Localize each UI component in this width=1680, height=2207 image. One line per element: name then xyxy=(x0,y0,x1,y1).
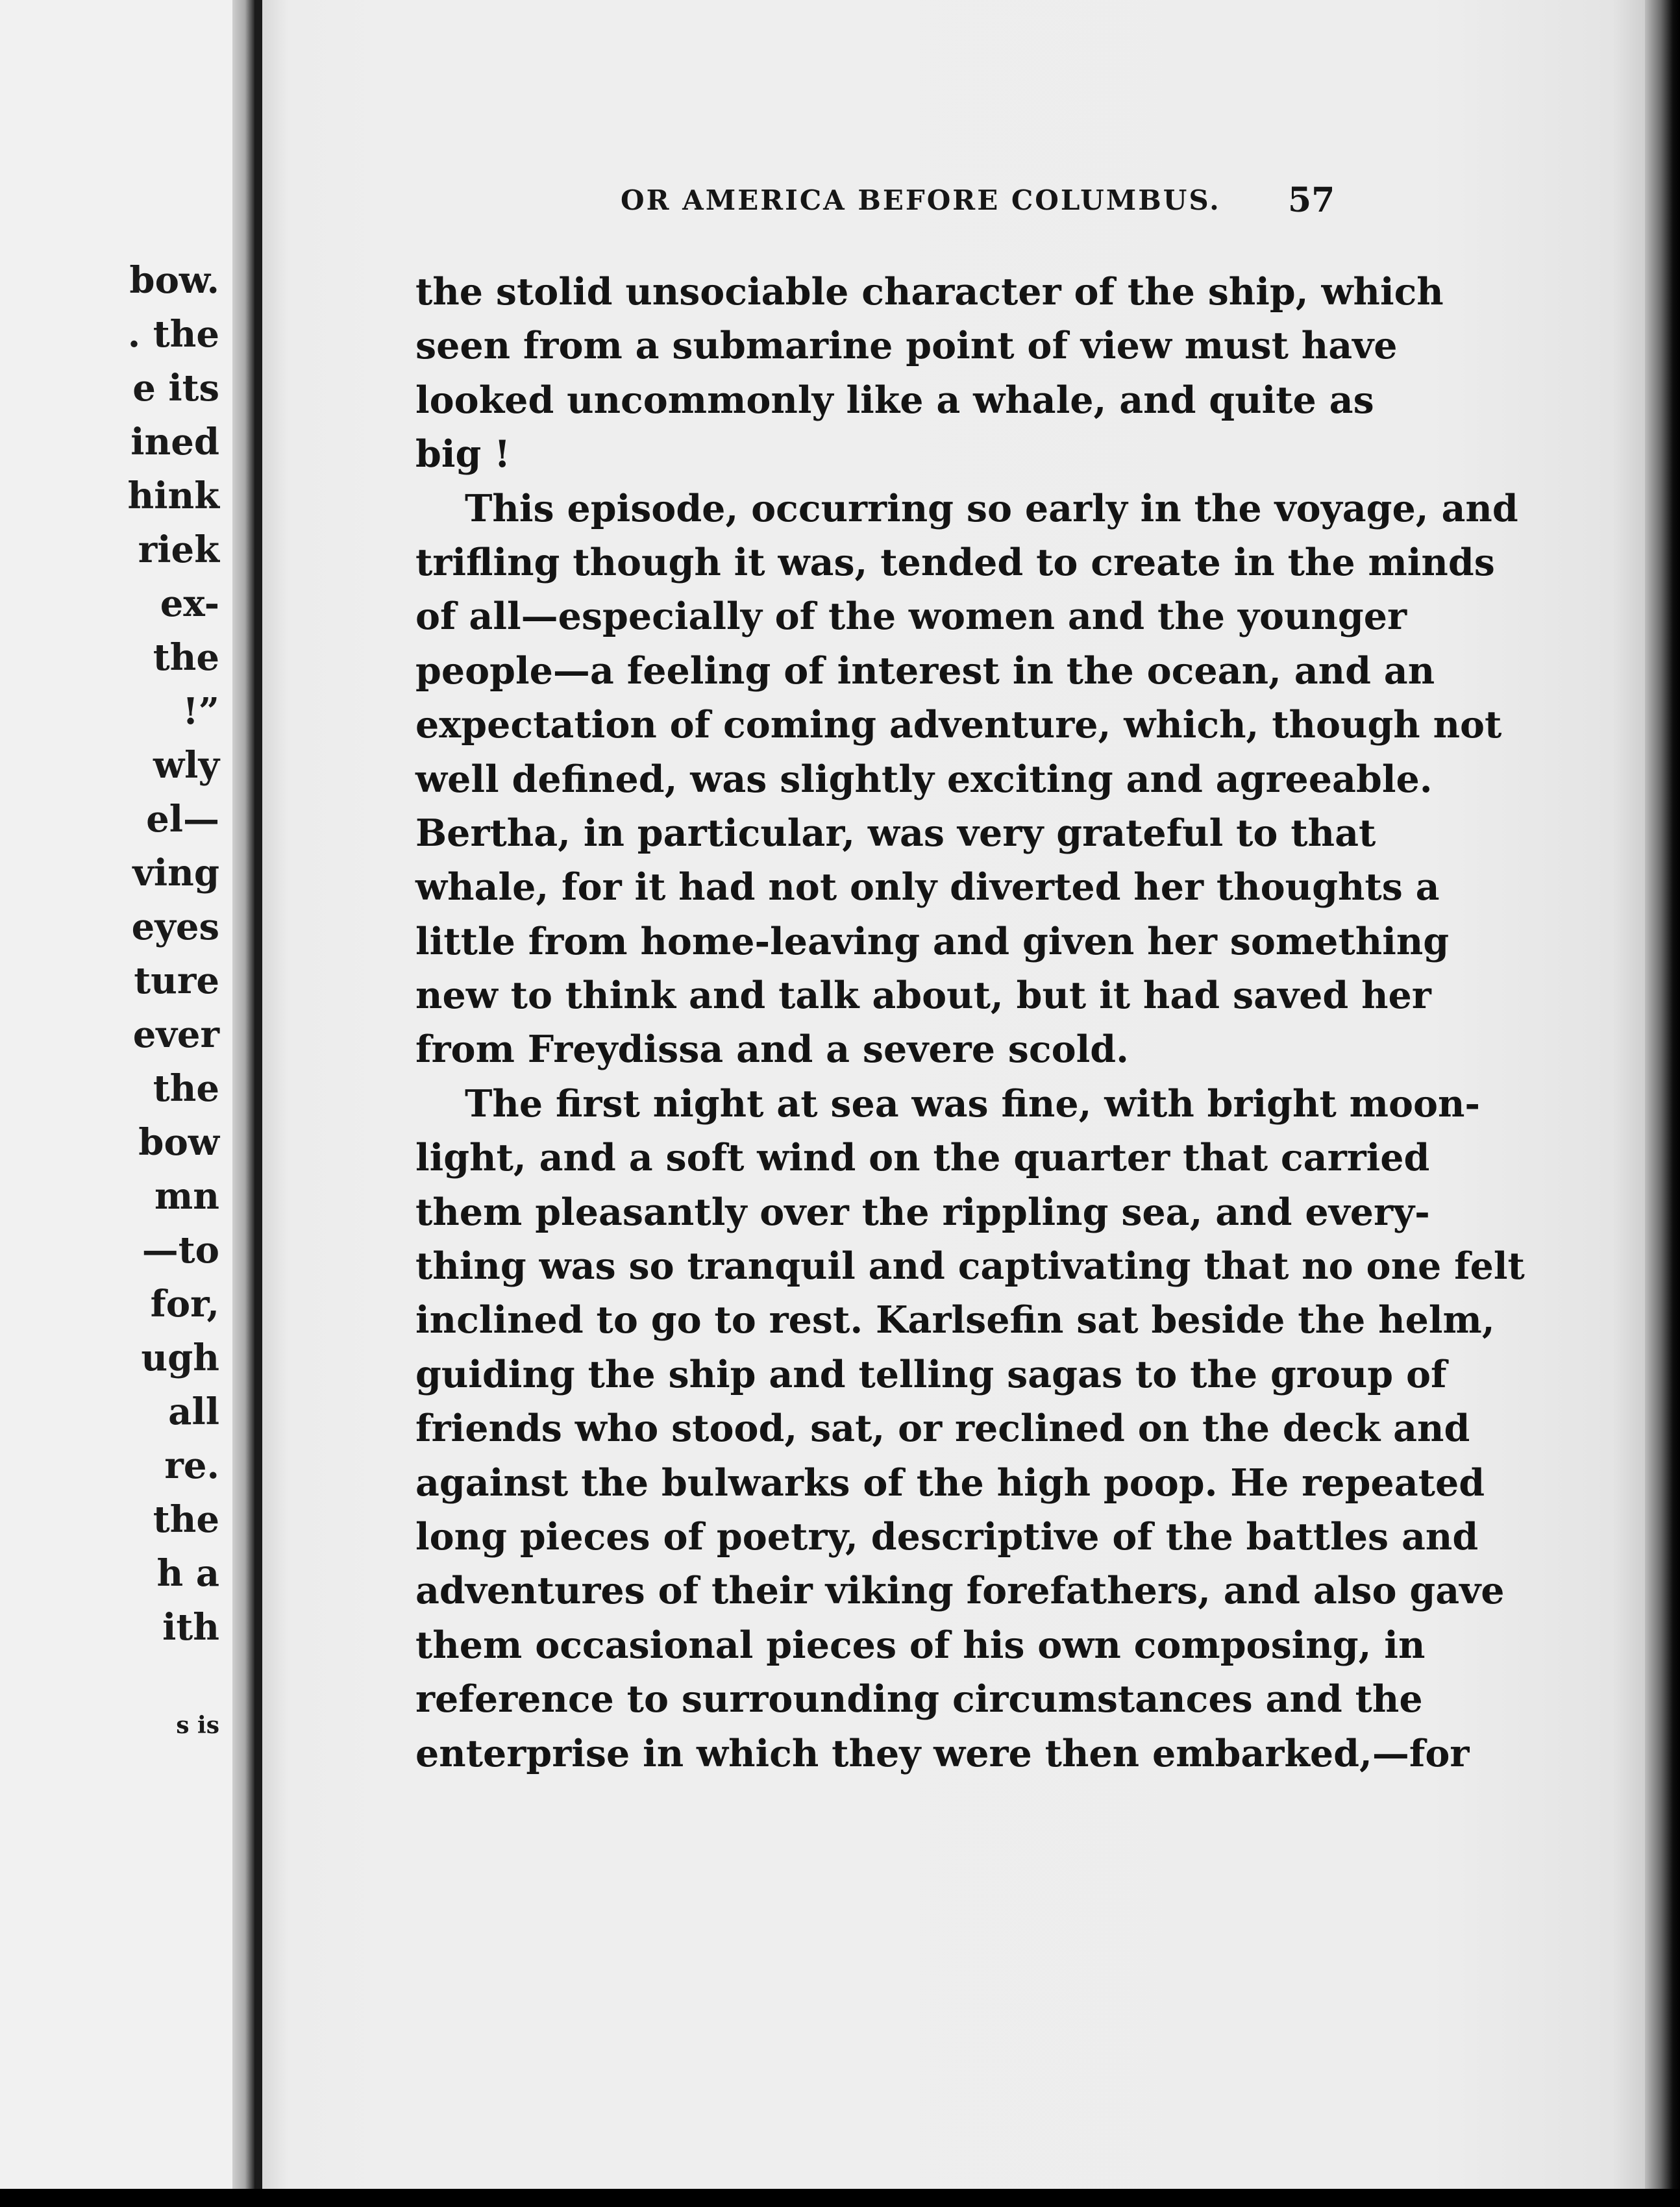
left-page-fragment: for, xyxy=(150,1283,219,1325)
left-page-fragment: the xyxy=(153,1067,219,1110)
scan-border xyxy=(0,2189,1680,2207)
text-line: against the bulwarks of the high poop. He repeated xyxy=(415,1461,1485,1505)
left-page-fragment: el— xyxy=(146,798,219,841)
left-page-fragment: ex- xyxy=(160,582,219,625)
left-page-fragment: . the xyxy=(127,313,219,356)
text-line: reference to surrounding circumstances and the xyxy=(415,1677,1423,1721)
text-line: seen from a submarine point of view must have xyxy=(415,324,1398,368)
left-page-fragment: re. xyxy=(164,1444,219,1487)
text-line: the stolid unsociable character of the ship, which xyxy=(415,270,1444,314)
left-page-footnote-fragment: s is xyxy=(176,1712,219,1739)
text-line: trifling though it was, tended to create in the minds xyxy=(415,540,1495,584)
left-page-fragment: all xyxy=(168,1390,219,1433)
text-line: This episode, occurring so early in the voyage, and xyxy=(465,486,1518,530)
left-page-fragment: wly xyxy=(153,744,219,787)
left-page-fragment: the xyxy=(153,1498,219,1541)
text-line: of all—especially of the women and the younger xyxy=(415,595,1407,639)
text-line: The first night at sea was fine, with bright moon- xyxy=(465,1081,1481,1126)
left-page-fragment: ture xyxy=(134,959,219,1002)
left-page-fragment: bow. xyxy=(129,259,219,302)
page-number: 57 xyxy=(1288,180,1335,220)
left-page-fragment: bow xyxy=(138,1121,219,1164)
left-page-fragment: eyes xyxy=(131,906,219,948)
left-page-fragment: e its xyxy=(132,367,219,410)
left-page-fragment: !” xyxy=(182,690,219,733)
text-line: them occasional pieces of his own composing, in xyxy=(415,1623,1426,1667)
text-line: friends who stood, sat, or reclined on the deck and xyxy=(415,1407,1470,1451)
text-line: inclined to go to rest. Karlsefin sat beside the helm, xyxy=(415,1298,1495,1342)
left-page-fragment: ever xyxy=(132,1013,219,1056)
text-line: enterprise in which they were then embarked,—for xyxy=(415,1731,1470,1775)
text-line: little from home-leaving and given her something xyxy=(415,919,1450,963)
left-page-fragment: hink xyxy=(127,475,219,517)
page-edge-shadow xyxy=(1645,0,1680,2207)
gutter-shadow xyxy=(254,0,262,2189)
text-line: thing was so tranquil and captivating that no one felt xyxy=(415,1244,1525,1288)
text-line: people—a feeling of interest in the ocean, and an xyxy=(415,648,1435,693)
left-page-fragment: riek xyxy=(138,528,219,571)
text-line: looked uncommonly like a whale, and quite as xyxy=(415,378,1374,422)
text-line: them pleasantly over the rippling sea, and every- xyxy=(415,1190,1430,1234)
text-line: light, and a soft wind on the quarter that carried xyxy=(415,1136,1430,1180)
left-page-fragment: mn xyxy=(154,1175,219,1218)
left-page-fragment: ith xyxy=(162,1606,219,1649)
text-line: guiding the ship and telling sagas to the group of xyxy=(415,1352,1447,1396)
left-page-fragment: ving xyxy=(132,852,219,894)
text-line: from Freydissa and a severe scold. xyxy=(415,1028,1129,1072)
running-head: OR AMERICA BEFORE COLUMBUS. xyxy=(621,184,1221,216)
text-line: new to think and talk about, but it had saved her xyxy=(415,974,1431,1018)
left-page-fragment: h a xyxy=(156,1552,219,1595)
left-facing-page xyxy=(0,0,234,2189)
text-line: adventures of their viking forefathers, and also gave xyxy=(415,1569,1505,1613)
text-line: long pieces of poetry, descriptive of the battles and xyxy=(415,1514,1479,1559)
text-line: whale, for it had not only diverted her thoughts a xyxy=(415,865,1440,909)
text-line: big ! xyxy=(415,432,511,476)
text-line: expectation of coming adventure, which, though not xyxy=(415,703,1502,747)
text-line: Bertha, in particular, was very grateful to that xyxy=(415,811,1376,855)
body-text xyxy=(415,265,1525,1781)
left-page-fragment: the xyxy=(153,636,219,679)
text-line: well defined, was slightly exciting and agreeable. xyxy=(415,757,1433,801)
left-page-fragment: ined xyxy=(130,421,219,463)
left-page-fragment: ugh xyxy=(141,1337,219,1379)
left-page-fragment: —to xyxy=(142,1229,219,1272)
